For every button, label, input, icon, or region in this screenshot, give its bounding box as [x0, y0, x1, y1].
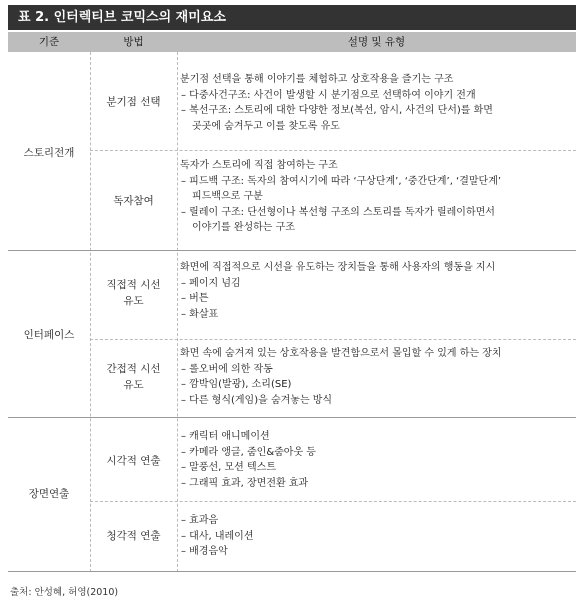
method-direct-guidance — [90, 277, 177, 309]
column-divider — [177, 52, 178, 572]
method-indirect-guidance — [90, 361, 177, 393]
method-line: 직접적 시선 — [106, 279, 161, 291]
description-line: 독자가 스토리에 직접 참여하는 구조 — [180, 160, 338, 171]
method-line: 간접적 시선 — [106, 363, 161, 375]
row-divider — [90, 339, 576, 340]
group-divider — [8, 417, 576, 418]
description-audio — [180, 513, 572, 560]
description-line: – 롤오버에 의한 작동 — [181, 363, 273, 375]
description-line: – 말풍선, 모션 텍스트 — [181, 462, 276, 473]
table-header-row — [8, 32, 576, 52]
description-line: – 다른 형식(게임)을 숨겨놓는 방식 — [181, 394, 333, 406]
description-line: – 페이지 넘김 — [181, 277, 241, 289]
method-line: 유도 — [123, 295, 144, 307]
column-divider — [90, 52, 91, 572]
table-title: 표 2. 인터렉티브 코믹스의 재미요소 — [8, 5, 576, 30]
method-audio: 청각적 연출 — [106, 530, 161, 542]
description-line: – 배경음악 — [181, 546, 228, 557]
description-line: – 릴레이 구조: 단선형이나 복선형 구조의 스토리를 독자가 릴레이하면서 — [181, 206, 495, 218]
table-bottom-border — [8, 571, 576, 572]
description-line: – 카메라 앵글, 줌인&줌아웃 등 — [181, 446, 316, 458]
description-line: 이야기를 완성하는 구조 — [192, 222, 295, 233]
row-divider — [90, 150, 576, 151]
row-divider — [90, 501, 576, 502]
header-method: 방법 — [123, 36, 144, 48]
description-visual — [180, 429, 572, 491]
category-interface: 인터페이스 — [23, 329, 75, 341]
description-line: – 피드백 구조: 독자의 참여시기에 따라 ‘구상단계’, ‘중간단계’, ‘결말단계’ — [181, 175, 502, 187]
description-line: – 화살표 — [181, 308, 219, 320]
description-participation — [180, 158, 572, 236]
description-line: 곳곳에 숨겨두고 이를 찾도록 유도 — [192, 120, 340, 132]
description-line: – 대사, 내레이션 — [181, 530, 254, 542]
description-direct-guidance — [180, 260, 572, 322]
header-description: 설명 및 유형 — [347, 36, 406, 48]
header-criteria: 기준 — [38, 36, 60, 48]
method-participation: 독자참여 — [113, 195, 154, 207]
category-scene: 장면연출 — [28, 488, 70, 500]
description-line: – 캐릭터 애니메이션 — [181, 431, 270, 442]
description-line: 화면에 직접적으로 시선을 유도하는 장치들을 통해 사용자의 행동을 지시 — [180, 262, 496, 273]
description-line: 화면 속에 숨겨져 있는 상호작용을 발견함으로서 몰입할 수 있게 하는 장치 — [180, 348, 502, 359]
description-line: – 효과음 — [181, 515, 219, 526]
description-line: 분기점 선택을 통해 이야기를 체험하고 상호작용을 즐기는 구조 — [180, 74, 454, 85]
source-note: 출처: 안성혜, 허영(2010) — [10, 587, 119, 598]
method-branch: 분기점 선택 — [106, 96, 161, 108]
method-line: 유도 — [123, 379, 144, 391]
method-visual: 시각적 연출 — [106, 455, 161, 467]
description-line: – 버튼 — [181, 293, 209, 304]
description-line: – 복선구조: 스토리에 대한 다양한 정보(복선, 암시, 사건의 단서)를 화면 — [181, 105, 493, 116]
category-story: 스토리전개 — [23, 147, 75, 159]
description-line: – 깜박임(발광), 소리(SE) — [181, 379, 292, 390]
group-divider — [8, 250, 576, 251]
description-branch — [180, 72, 572, 134]
description-line: – 다중사건구조: 사건이 발생할 시 분기점으로 선택하여 이야기 전개 — [181, 89, 476, 101]
description-line: – 그래픽 효과, 장면전환 효과 — [181, 477, 309, 489]
table-body — [8, 52, 576, 572]
description-indirect-guidance — [180, 346, 572, 408]
description-line: 피드백으로 구분 — [192, 191, 263, 202]
